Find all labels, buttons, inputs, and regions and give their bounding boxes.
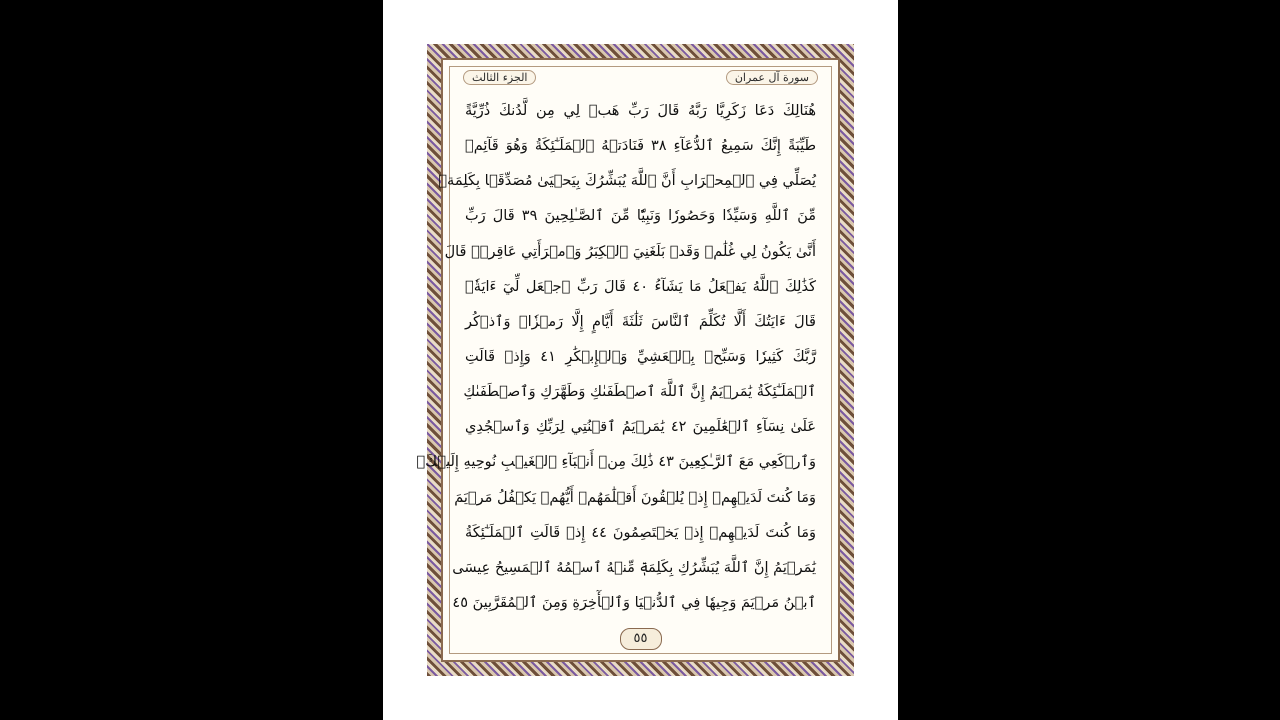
surah-label: سورة آل عمران	[726, 70, 818, 85]
text-line: عَلَىٰ نِسَآءِ ٱلۡعَٰلَمِينَ ٤٢ يَٰمَرۡيَمُ ٱقۡنُتِي لِرَبِّكِ وَٱسۡجُدِي	[465, 419, 816, 436]
text-line: هُنَالِكَ دَعَا زَكَرِيَّا رَبَّهُ قَالَ رَبِّ هَبۡ لِي مِن لَّدُنكَ ذُرِّيَّةً	[465, 103, 816, 119]
text-line: وَمَا كُنتَ لَدَيۡهِمۡ إِذۡ يَخۡتَصِمُونَ ٤٤ إِذۡ قَالَتِ ٱلۡمَلَـٰٓئِكَةُ	[465, 524, 816, 541]
text-line: طَيِّبَةً إِنَّكَ سَمِيعُ ٱلدُّعَآءِ ٣٨ فَنَادَتۡهُ ٱلۡمَلَـٰٓئِكَةُ وَهُوَ قَآئِمٞ	[465, 138, 817, 155]
text-line: أَنَّىٰ يَكُونُ لِي غُلَٰمٞ وَقَدۡ بَلَغَنِيَ ٱلۡكِبَرُ وَٱمۡرَأَتِي عَاقِرٞۖ قَالَ	[444, 243, 816, 260]
text-line: قَالَ ءَايَتُكَ أَلَّا تُكَلِّمَ ٱلنَّاسَ ثَلَٰثَةَ أَيَّامٍ إِلَّا رَمۡزٗاۗ وَٱذۡكُر	[465, 313, 816, 330]
quran-text	[416, 100, 817, 614]
text-line: وَٱرۡكَعِي مَعَ ٱلرَّـٰكِعِينَ ٤٣ ذَٰلِكَ مِنۡ أَنۢبَآءِ ٱلۡغَيۡبِ نُوحِيهِ إِلَيۡكَۚ	[416, 454, 816, 471]
text-line: رَّبَّكَ كَثِيرٗا وَسَبِّحۡ بِٱلۡعَشِيِّ وَٱلۡإِبۡكَٰرِ ٤١ وَإِذۡ قَالَتِ	[465, 348, 816, 365]
text-line: يَٰمَرۡيَمُ إِنَّ ٱللَّهَ يُبَشِّرُكِ بِكَلِمَةٖ مِّنۡهُ ٱسۡمُهُ ٱلۡمَسِيحُ عِيسَى	[452, 559, 816, 576]
page-header	[463, 66, 818, 88]
page-number: ٥٥	[620, 628, 662, 650]
inner-frame	[416, 58, 840, 662]
text-line: يُصَلِّي فِي ٱلۡمِحۡرَابِ أَنَّ ٱللَّهَ يُبَشِّرُكَ بِيَحۡيَىٰ مُصَدِّقَۢا بِكَلِمَةٖ	[438, 173, 816, 190]
text-line: مِّنَ ٱللَّهِ وَسَيِّدٗا وَحَصُورٗا وَنَبِيّٗا مِّنَ ٱلصَّـٰلِحِينَ ٣٩ قَالَ رَبِّ	[465, 208, 817, 225]
mushaf-page	[383, 0, 898, 720]
text-line: ٱبۡنُ مَرۡيَمَ وَجِيهٗا فِي ٱلدُّنۡيَا وَٱلۡأٓخِرَةِ وَمِنَ ٱلۡمُقَرَّبِينَ ٤٥	[452, 594, 816, 611]
ornamental-border	[416, 44, 854, 676]
text-line: كَذَٰلِكَ ٱللَّهُ يَفۡعَلُ مَا يَشَآءُ ٤٠ قَالَ رَبِّ ٱجۡعَل لِّيٓ ءَايَةٗۖ	[465, 278, 816, 295]
text-line: ٱلۡمَلَـٰٓئِكَةُ يَٰمَرۡيَمُ إِنَّ ٱللَّهَ ٱصۡطَفَىٰكِ وَطَهَّرَكِ وَٱصۡطَفَىٰكِ	[463, 384, 816, 401]
juz-label: الجزء الثالث	[463, 70, 536, 85]
text-line: وَمَا كُنتَ لَدَيۡهِمۡ إِذۡ يُلۡقُونَ أَقۡلَٰمَهُمۡ أَيُّهُمۡ يَكۡفُلُ مَرۡيَمَ	[454, 489, 816, 506]
